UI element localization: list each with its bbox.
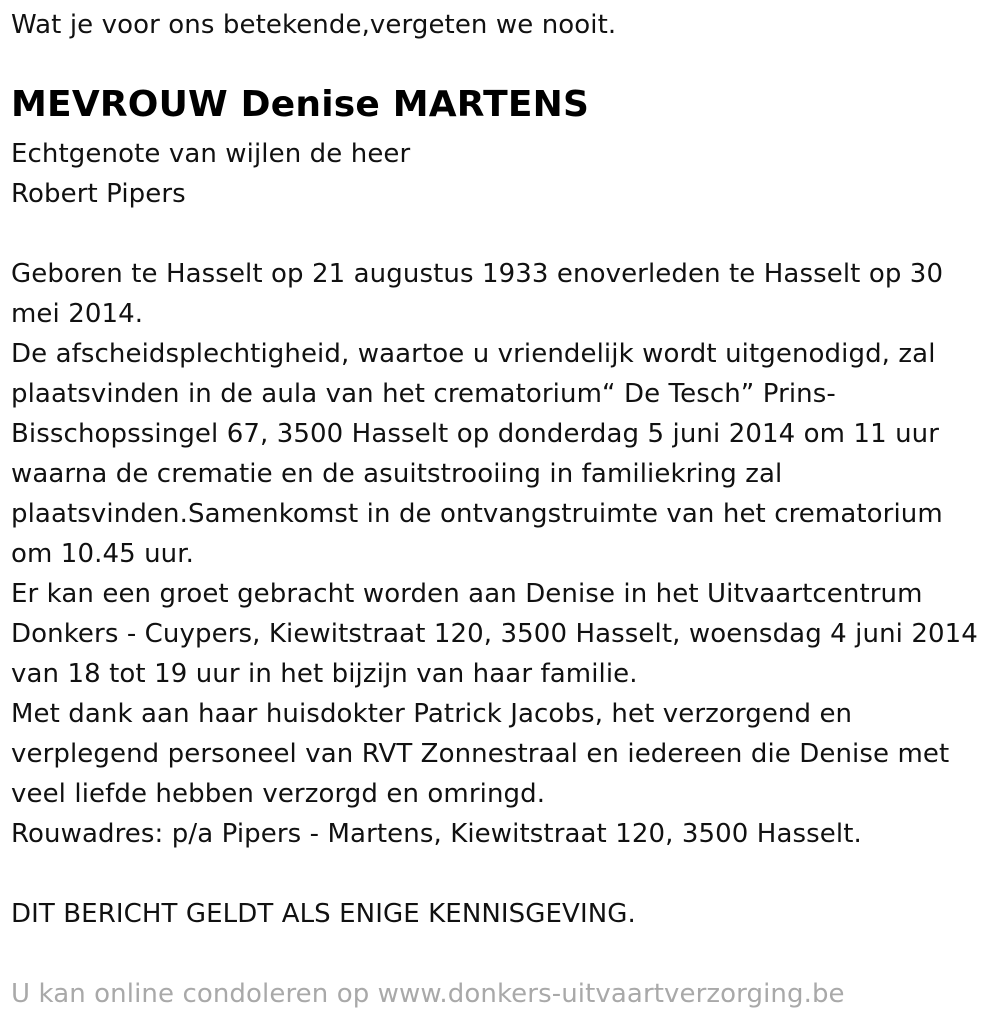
body-line: plaatsvinden in de aula van het crematorium“ De Tesch” Prins- (11, 379, 836, 409)
spouse-line: Echtgenote van wijlen de heer (11, 139, 411, 169)
body-line: om 10.45 uur. (11, 539, 195, 569)
notice-text: DIT BERICHT GELDT ALS ENIGE KENNISGEVING. (11, 899, 636, 929)
body-line: waarna de crematie en de asuitstrooiing in familiekring zal (11, 459, 783, 489)
body-line: Met dank aan haar huisdokter Patrick Jacobs, het verzorgend en (11, 699, 853, 729)
body-line: mei 2014. (11, 299, 144, 329)
motto-text: Wat je voor ons betekende,vergeten we nooit. (11, 10, 617, 40)
body-line: Er kan een groet gebracht worden aan Denise in het Uitvaartcentrum (11, 579, 923, 609)
body-line: van 18 tot 19 uur in het bijzijn van haar familie. (11, 659, 638, 689)
deceased-name: MEVROUW Denise MARTENS (11, 84, 590, 125)
announcement-body (11, 254, 978, 854)
body-line: plaatsvinden.Samenkomst in de ontvangstruimte van het crematorium (11, 499, 943, 529)
body-line: Donkers - Cuypers, Kiewitstraat 120, 3500 Hasselt, woensdag 4 juni 2014 (11, 619, 978, 649)
body-line: Geboren te Hasselt op 21 augustus 1933 enoverleden te Hasselt op 30 (11, 259, 944, 289)
body-line: Bisschopssingel 67, 3500 Hasselt op donderdag 5 juni 2014 om 11 uur (11, 419, 940, 449)
spouse-line: Robert Pipers (11, 179, 186, 209)
spouse-section (11, 134, 410, 214)
body-line: Rouwadres: p/a Pipers - Martens, Kiewitstraat 120, 3500 Hasselt. (11, 819, 862, 849)
body-line: veel liefde hebben verzorgd en omringd. (11, 779, 546, 809)
online-condolence-text: U kan online condoleren op www.donkers-uitvaartverzorging.be (11, 979, 845, 1009)
body-line: De afscheidsplechtigheid, waartoe u vriendelijk wordt uitgenodigd, zal (11, 339, 936, 369)
body-line: verplegend personeel van RVT Zonnestraal en iedereen die Denise met (11, 739, 950, 769)
